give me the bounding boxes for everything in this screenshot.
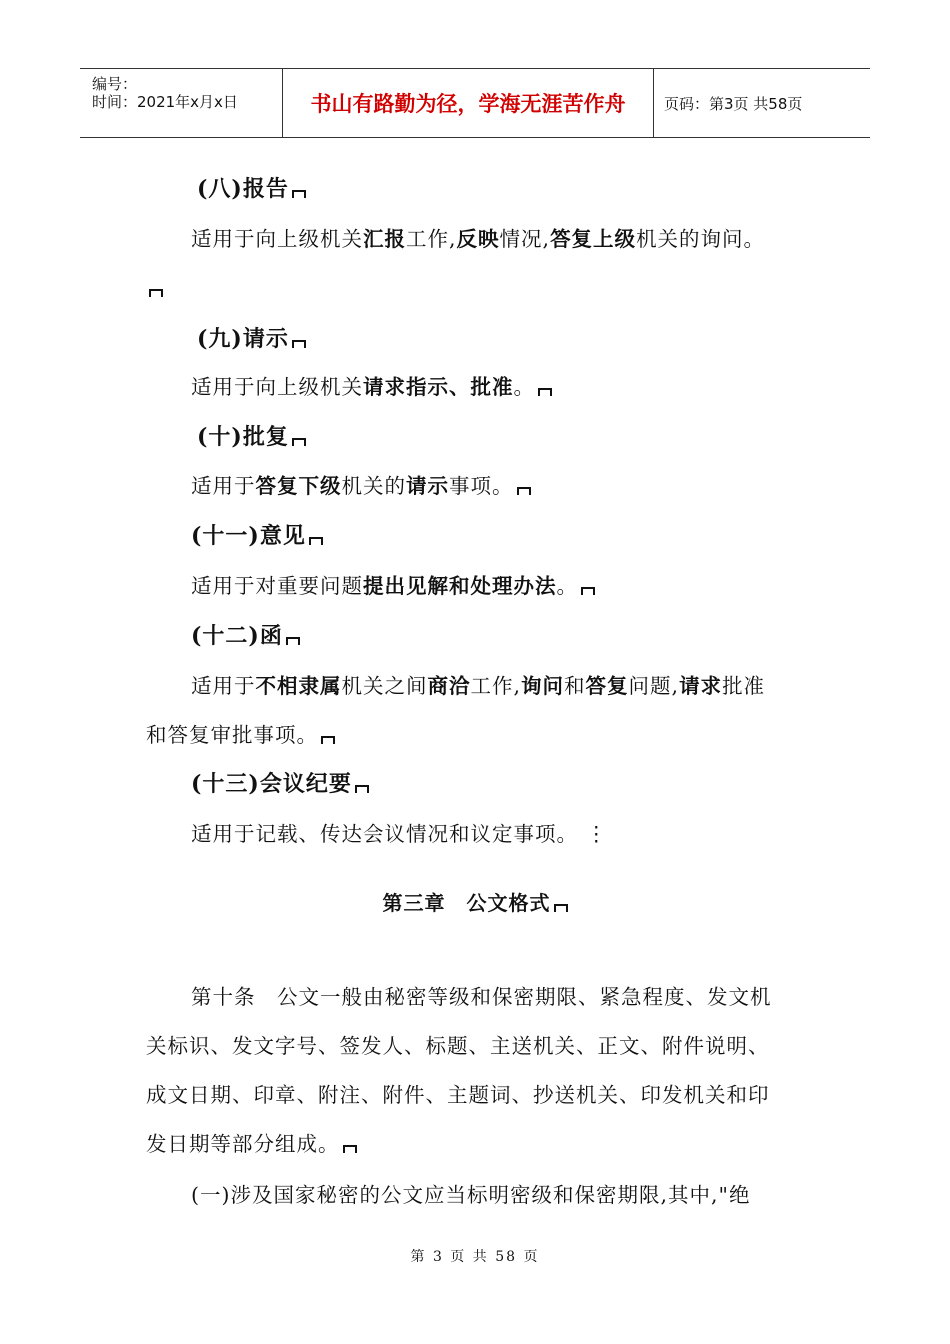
paragraph-opinion: 适用于对重要问题提出见解和处理办法。 bbox=[191, 569, 595, 599]
header-table bbox=[80, 68, 870, 138]
paragraph-mark-icon bbox=[581, 587, 595, 595]
article10-line2: 关标识、发文字号、签发人、标题、主送机关、正文、附件说明、 bbox=[146, 1034, 770, 1058]
heading-minutes: (十三)会议纪要 bbox=[191, 767, 369, 798]
paragraph-request: 适用于向上级机关请求指示、批准。 bbox=[191, 370, 552, 400]
paragraph-letter-line2: 和答复审批事项。 bbox=[146, 718, 335, 748]
paragraph-mark-icon bbox=[286, 637, 300, 645]
paragraph-mark-icon bbox=[292, 438, 306, 446]
article10-line3: 成文日期、印章、附注、附件、主题词、抄送机关、印发机关和印 bbox=[146, 1083, 770, 1107]
header-left-cell bbox=[80, 69, 282, 137]
item1-line: (一)涉及国家秘密的公文应当标明密级和保密期限,其中,"绝 bbox=[191, 1183, 751, 1207]
paragraph-mark-icon bbox=[517, 487, 531, 495]
paragraph-mark-icon bbox=[292, 340, 306, 348]
paragraph-mark-icon bbox=[321, 736, 335, 744]
paragraph-mark-icon bbox=[343, 1145, 357, 1153]
chapter-title: 第三章 公文格式 bbox=[0, 887, 950, 916]
paragraph-mark-icon bbox=[554, 904, 568, 912]
paragraph-mark-icon bbox=[355, 785, 369, 793]
heading-report: (八)报告 bbox=[197, 172, 306, 203]
paragraph-mark-icon bbox=[149, 289, 163, 297]
time-label: 时间：2021年x月x日 bbox=[92, 93, 238, 111]
paragraph-letter-line1: 适用于不相隶属机关之间商洽工作,询问和答复问题,请求批准 bbox=[191, 674, 766, 698]
page-footer: 第 3 页 共 58 页 bbox=[410, 1249, 540, 1265]
heading-request: (九)请示 bbox=[197, 322, 306, 353]
paragraph-reply: 适用于答复下级机关的请示事项。 bbox=[191, 469, 531, 499]
number-label: 编号： bbox=[92, 75, 138, 93]
paragraph-minutes: 适用于记载、传达会议情况和议定事项。 ⋮ bbox=[191, 822, 608, 846]
paragraph-mark-icon bbox=[538, 388, 552, 396]
heading-letter: (十二)函 bbox=[191, 619, 300, 650]
paragraph-mark-line bbox=[146, 276, 163, 300]
heading-reply: (十)批复 bbox=[197, 420, 306, 451]
heading-opinion: (十一)意见 bbox=[191, 519, 323, 550]
article10-line1: 第十条 公文一般由秘密等级和保密期限、紧急程度、发文机 bbox=[191, 985, 772, 1009]
paragraph-report: 适用于向上级机关汇报工作,反映情况,答复上级机关的询问。 bbox=[191, 227, 766, 251]
motto: 书山有路勤为径，学海无涯苦作舟 bbox=[282, 69, 654, 137]
article10-line4: 发日期等部分组成。 bbox=[146, 1127, 357, 1157]
paragraph-mark-icon bbox=[309, 537, 323, 545]
paragraph-mark-icon bbox=[292, 190, 306, 198]
page-info: 页码：第3页 共58页 bbox=[664, 94, 803, 113]
